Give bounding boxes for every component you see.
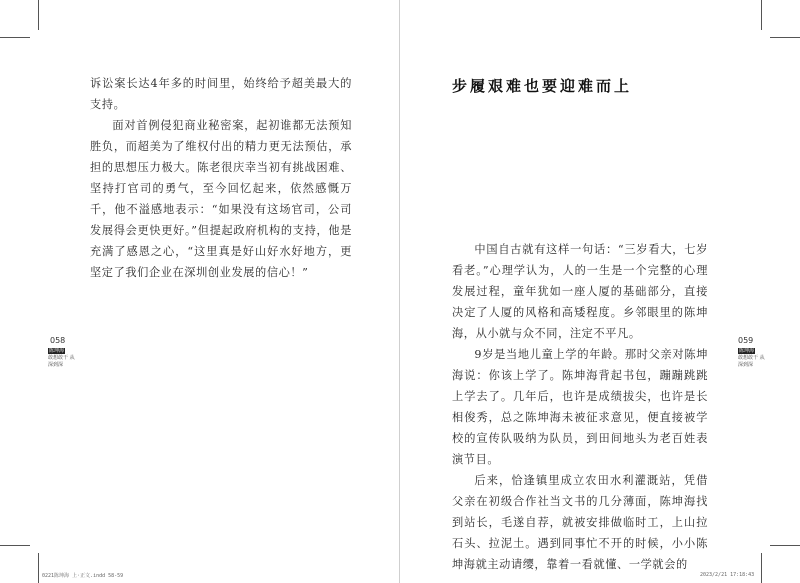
paragraph: 后来，恰逢镇里成立农田水利灌溉站，凭借父亲在初级合作社当文书的几分薄面，陈坤海找到站长，毛遂自荐，就被安排做临时工，上山拉石头、拉泥土。遇到同事忙不开的时候，小小陈坤海就主动请缨，靠着一看就懂、一学就会的 — [452, 474, 708, 571]
page-number-right: 059 — [738, 336, 754, 345]
paragraph: 9岁是当地儿童上学的年龄。那时父亲对陈坤海说：你该上学了。陈坤海背起书包，蹦蹦跳跳上学去了。几年后，也许是成绩拔尖，也许是长相俊秀，总之陈坤海未被征求意见，便直接被学校的宣传队吸纳为队员，到田间地头为老百姓表演节目。 — [452, 348, 708, 466]
side-tag: 陈坤海 — [739, 348, 755, 354]
side-text: 敢想敢干 从深到深 — [48, 355, 75, 368]
side-tag: 陈坤海 — [49, 348, 65, 354]
side-text: 敢想敢干 从深到深 — [738, 355, 765, 368]
side-running-head-right — [738, 348, 768, 369]
paragraph: 诉讼案长达4年多的时间里，始终给予超美最大的支持。 — [90, 77, 352, 111]
chapter-title: 步履艰难也要迎难而上 — [452, 77, 633, 95]
page-number-left: 058 — [50, 336, 66, 345]
slug-left: 0221陈坤海 上·正文.indd 58-59 — [42, 573, 124, 579]
right-body-text — [452, 239, 708, 575]
paragraph: 中国自古就有这样一句话：“三岁看大，七岁看老。”心理学认为，人的一生是一个完整的心理发展过程，童年犹如一座人厦的基础部分，直接决定了人厦的风格和高矮程度。乡邻眼里的陈坤海，从小就与众不同，注定不平凡。 — [452, 243, 708, 340]
side-running-head-left — [48, 348, 78, 369]
left-body-text — [90, 73, 352, 283]
paragraph: 面对首例侵犯商业秘密案，起初谁都无法预知胜负，而超美为了维权付出的精力更无法预估，承担的思想压力极大。陈老很庆幸当初有挑战困难、坚持打官司的勇气，至今回忆起来，依然感慨万千，他不溢感地表示：“如果没有这场官司，公司发展得会更快更好。”但提起政府机构的支持，他是充满了感恩之心，“这里真是好山好水好地方，更坚定了我们企业在深圳创业发展的信心！” — [90, 119, 352, 279]
slug-right: 2023/2/21 17:18:43 — [700, 572, 755, 578]
